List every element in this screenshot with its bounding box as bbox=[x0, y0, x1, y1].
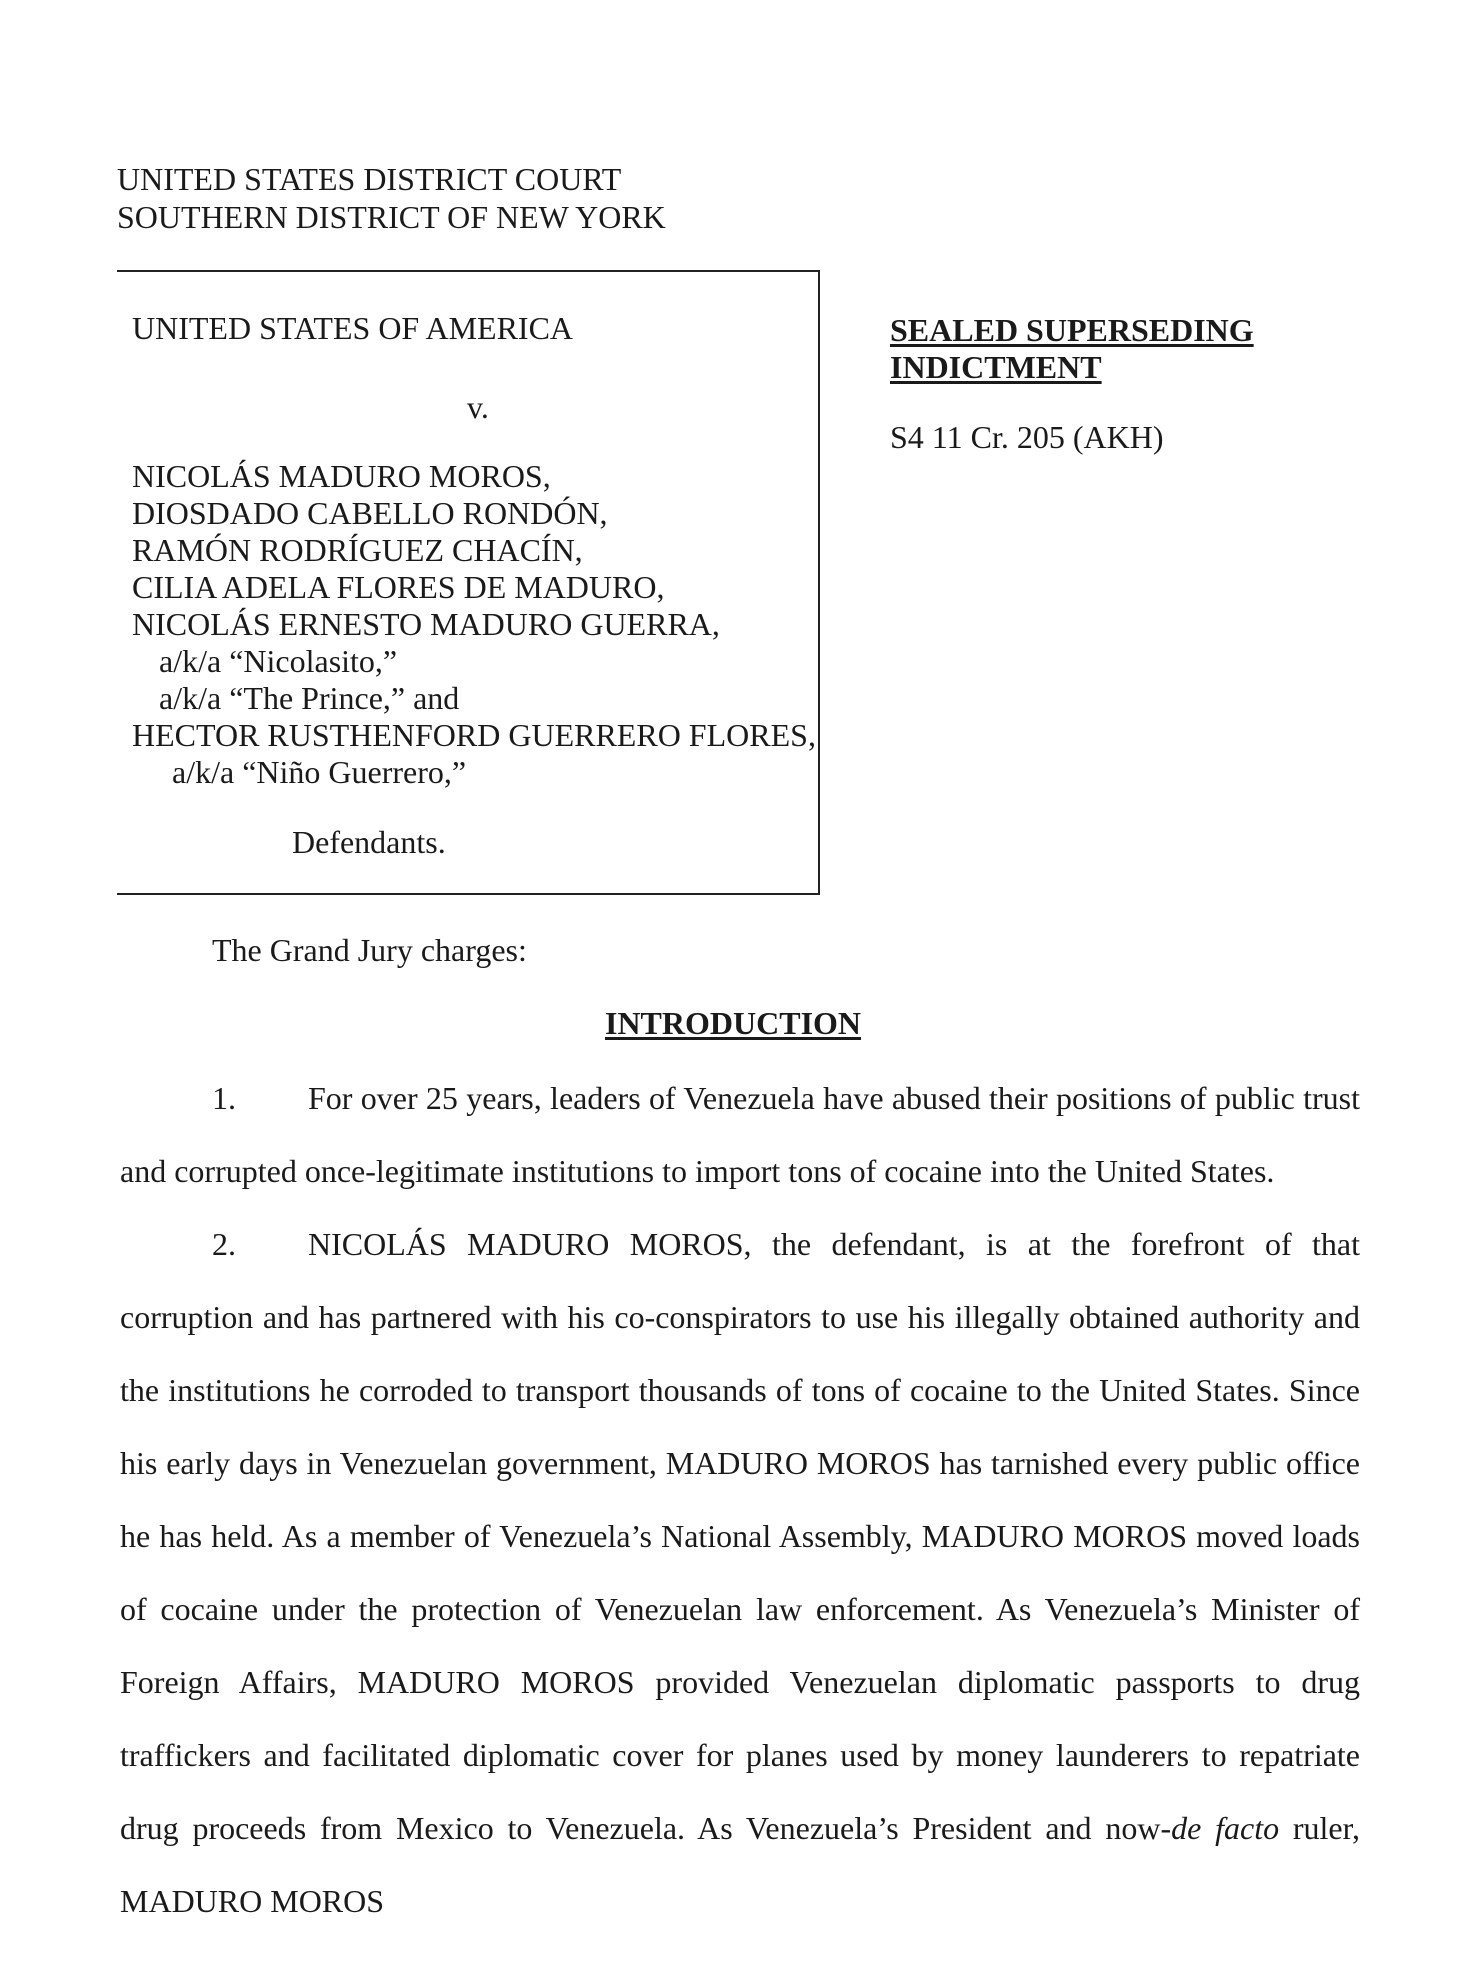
italic-phrase: de facto bbox=[1171, 1810, 1280, 1846]
defendant-name: NICOLÁS MADURO MOROS, bbox=[132, 458, 551, 494]
court-header bbox=[117, 160, 666, 236]
defendant-name: CILIA ADELA FLORES DE MADURO, bbox=[132, 569, 665, 605]
paragraph-1 bbox=[120, 1062, 1360, 1208]
defendant-alias: a/k/a “Niño Guerrero,” bbox=[172, 754, 467, 790]
versus-label: v. bbox=[467, 389, 489, 425]
court-district-line: SOUTHERN DISTRICT OF NEW YORK bbox=[117, 199, 666, 235]
paragraph-text: ruler, MADURO MOROS bbox=[120, 1810, 1361, 1919]
indictment-body bbox=[120, 1062, 1360, 1938]
defendants-label: Defendants. bbox=[292, 824, 446, 860]
docket-number: S4 11 Cr. 205 (AKH) bbox=[890, 419, 1164, 455]
document-title-line: INDICTMENT bbox=[890, 349, 1102, 385]
grand-jury-statement: The Grand Jury charges: bbox=[212, 932, 527, 968]
paragraph-number: 2. bbox=[212, 1226, 236, 1262]
paragraph-text: NICOLÁS MADURO MOROS, the defendant, is at the forefront of that corruption and has partnered with his co-conspirators to use his illegally obtained authority and the institutions he corroded to transport thousands of tons of cocaine to the United States. Since his early days in Venezuelan government, MADURO MOROS has tarnished every public office he has held. As a member of Venezuela’s National Assembly, MADURO MOROS moved loads of cocaine under the protection of Venezuelan law enforcement. As Venezuela’s Minister of Foreign Affairs, MADURO MOROS provided Venezuelan diplomatic passports to drug traffickers and facilitated diplomatic cover for planes used by money launderers to repatriate drug proceeds from Mexico to Venezuela. As Venezuela’s President and now- bbox=[120, 1226, 1360, 1846]
document-info bbox=[890, 312, 1254, 456]
document-title bbox=[890, 312, 1254, 386]
document-title-line: SEALED SUPERSEDING bbox=[890, 312, 1254, 348]
paragraph-2 bbox=[120, 1208, 1360, 1938]
defendant-name: RAMÓN RODRÍGUEZ CHACÍN, bbox=[132, 532, 583, 568]
paragraph-text: For over 25 years, leaders of Venezuela have abused their positions of public trust and corrupted once-legitimate institutions to import tons of cocaine into the United States. bbox=[120, 1080, 1360, 1189]
defendants-list bbox=[132, 458, 816, 791]
defendant-alias: a/k/a “The Prince,” and bbox=[159, 680, 460, 716]
defendant-alias: a/k/a “Nicolasito,” bbox=[159, 643, 398, 679]
court-name-line: UNITED STATES DISTRICT COURT bbox=[117, 161, 622, 197]
paragraph-number: 1. bbox=[212, 1080, 236, 1116]
case-caption-box bbox=[117, 270, 820, 895]
plaintiff-name: UNITED STATES OF AMERICA bbox=[132, 310, 574, 346]
defendant-name: DIOSDADO CABELLO RONDÓN, bbox=[132, 495, 608, 531]
defendant-name: HECTOR RUSTHENFORD GUERRERO FLORES, bbox=[132, 717, 816, 753]
defendant-name: NICOLÁS ERNESTO MADURO GUERRA, bbox=[132, 606, 720, 642]
section-heading: INTRODUCTION bbox=[604, 1005, 862, 1041]
